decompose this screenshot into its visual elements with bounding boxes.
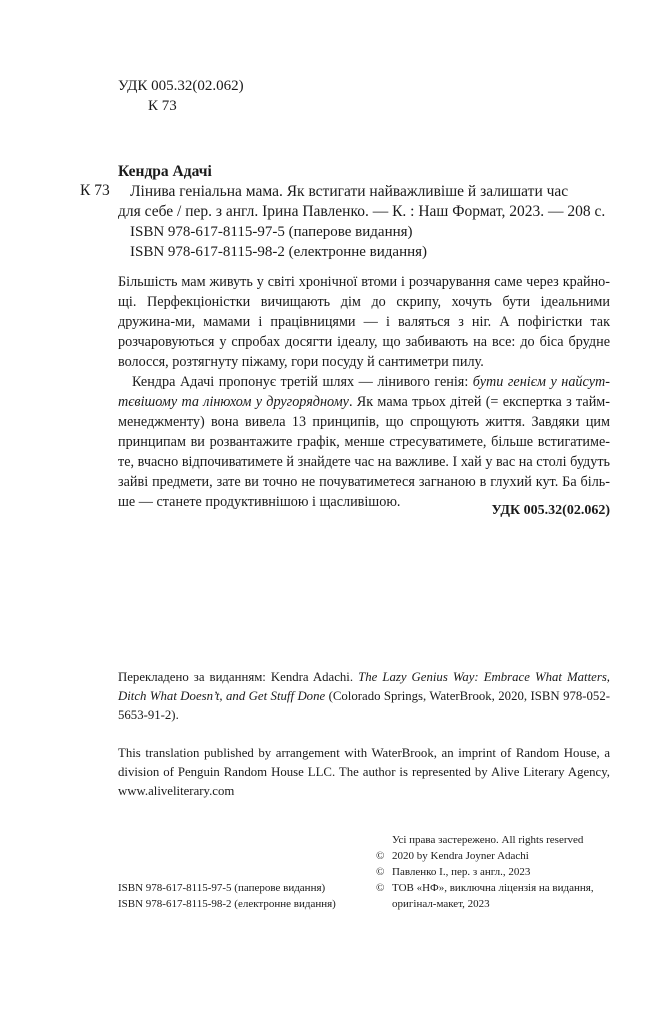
record-isbn-paper: ISBN 978-617-8115-97-5 (паперове видання) bbox=[130, 224, 413, 240]
translation-note bbox=[118, 668, 610, 725]
copyright-publisher-cont: оригінал-макет, 2023 bbox=[392, 898, 490, 910]
translation-prefix: Перекладено за виданням: Kendra Adachi. bbox=[118, 670, 359, 684]
annotation bbox=[118, 272, 610, 512]
record-isbn-electronic: ISBN 978-617-8115-98-2 (електронне видання) bbox=[130, 244, 428, 260]
record-author: Кендра Адачі bbox=[118, 163, 212, 180]
record-title bbox=[118, 182, 610, 222]
annotation-p2-end: . Як мама трьох дітей (= експертка з тайм-менеджменту) вона вивела 13 принципів, що спрощують життя. Завдяки цим принципам ви розвантажите графік, менше стресуватимете, більше встигатиме-те, вчасно відпочиватимете й знайдете час на важливе. І хай у вас на столі будуть зайві предмети, зате ви точно не почуватиметеся загнаною в глухий кут. Ба біль-ше — станете продуктивнішою і щасливішою. bbox=[118, 394, 610, 510]
udk-bottom: УДК 005.32(02.062) bbox=[491, 503, 610, 518]
rights-reserved: Усі права застережено. All rights reserved bbox=[392, 834, 584, 846]
copyright-symbol: © bbox=[376, 866, 385, 878]
copyright-symbol: © bbox=[376, 882, 385, 894]
original-title: The Lazy Genius Way: Embrace What Matters, Ditch What Doesn’t, and Get Stuff Done bbox=[118, 670, 610, 703]
copyright-translator: Павленко І., пер. з англ., 2023 bbox=[392, 866, 531, 878]
record-mark: К 73 bbox=[80, 182, 110, 199]
translation-suffix: (Colorado Springs, WaterBrook, 2020, ISBN 978-052-5653-91-2). bbox=[118, 689, 610, 722]
udk-header bbox=[118, 76, 244, 116]
isbn-bottom-paper: ISBN 978-617-8115-97-5 (паперове видання) bbox=[118, 882, 326, 894]
copyright-author: 2020 by Kendra Joyner Adachi bbox=[392, 850, 529, 862]
isbn-bottom bbox=[118, 880, 336, 912]
annotation-p2-start: Кендра Адачі пропонує третій шлях — лінивого генія: bbox=[132, 374, 473, 390]
annotation-paragraph-1: Більшість мам живуть у світі хронічної втоми і розчарування саме через крайно-щі. Перфекціоністки вичищають дім до скрипу, хочуть бути ідеальними дружина-ми, мамами і працівницями — і валяться з ніг. А пофігістки так розчаровуються у спробах досягти ідеалу, що забивають на все: до біса брудне волосся, розтягнуту піжаму, гори посуду й сантиметри пилу. bbox=[118, 274, 610, 370]
annotation-paragraph-2 bbox=[118, 372, 610, 512]
copyright-line-2 bbox=[376, 864, 594, 880]
copyright-symbol: © bbox=[376, 850, 385, 862]
annotation-p2-emphasis: бути генієм у найсут-тєвішому та лінюхом у другорядному bbox=[118, 374, 610, 410]
title-line-2: для себе / пер. з англ. Ірина Павленко. — К. : Наш Формат, 2023. — 208 с. bbox=[118, 203, 606, 220]
copyright-line-3 bbox=[376, 880, 594, 896]
copyright-line-1 bbox=[376, 848, 594, 864]
author-mark: К 73 bbox=[148, 98, 177, 114]
udk-code: УДК 005.32(02.062) bbox=[118, 78, 244, 94]
isbn-bottom-electronic: ISBN 978-617-8115-98-2 (електронне видання) bbox=[118, 898, 336, 910]
title-line-1: Лінива геніальна мама. Як встигати найважливіше й залишати час bbox=[130, 183, 569, 200]
arrangement-note: This translation published by arrangement with WaterBrook, an imprint of Random House, a division of Penguin Random House LLC. The author is represented by Alive Literary Agency, www.aliveliterary.com bbox=[118, 746, 610, 798]
copyright-publisher: ТОВ «НФ», виключна ліцензія на видання, bbox=[392, 882, 594, 894]
rights-block bbox=[376, 832, 594, 912]
